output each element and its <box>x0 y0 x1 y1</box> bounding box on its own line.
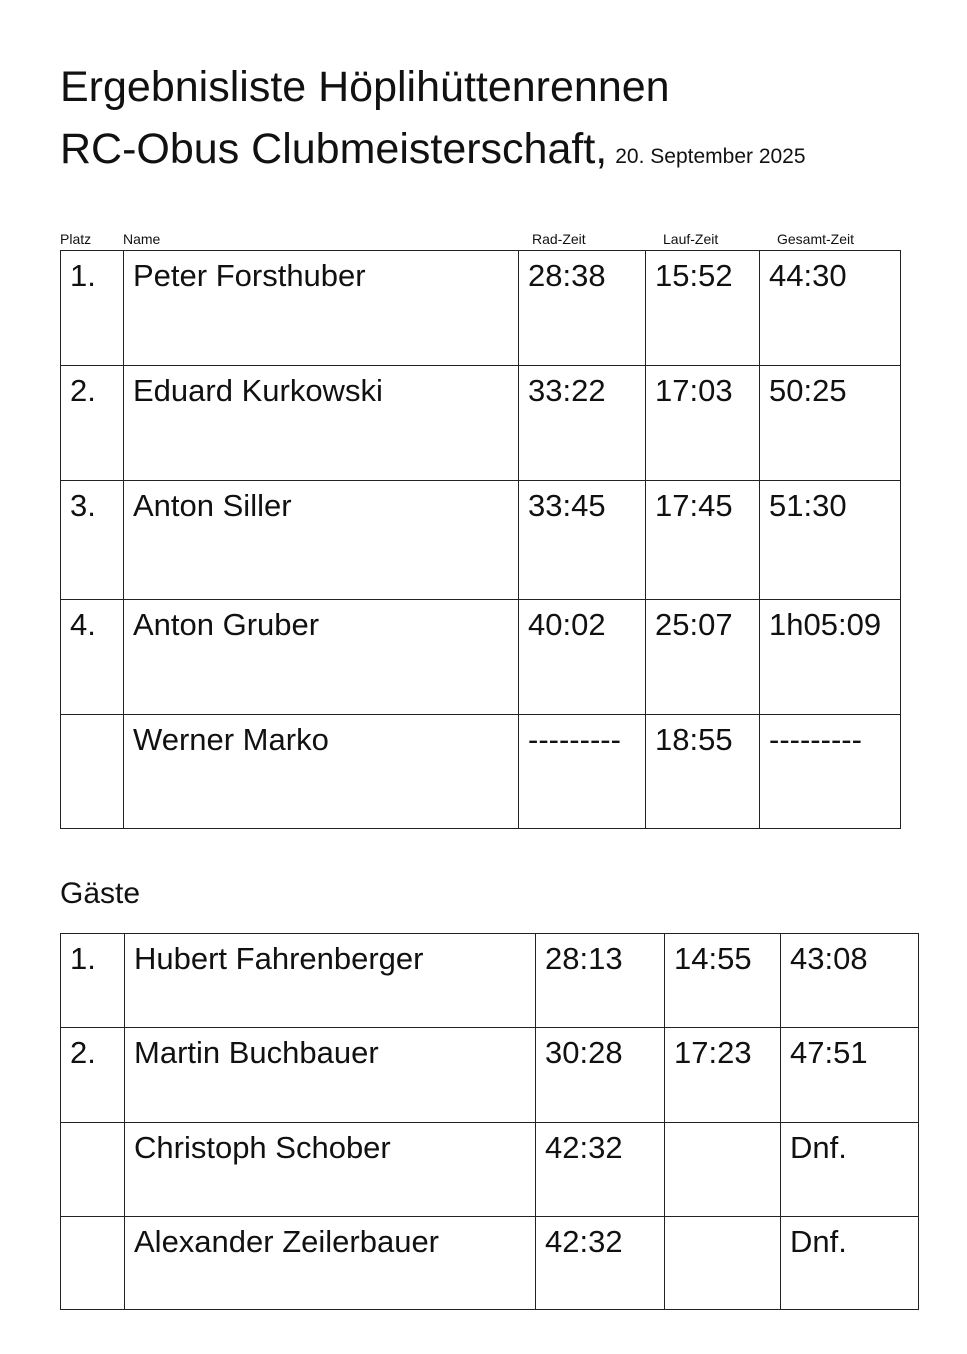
table-row <box>61 600 901 715</box>
gesamt-zeit-cell: --------- <box>760 715 901 829</box>
rad-zeit-cell: --------- <box>519 715 646 829</box>
name-cell: Anton Gruber <box>124 600 519 715</box>
gesamt-zeit-cell: 51:30 <box>760 481 901 600</box>
club-championship-title: RC-Obus Clubmeisterschaft, <box>60 125 608 173</box>
lauf-zeit-cell: 18:55 <box>646 715 760 829</box>
header-platz: Platz <box>60 231 92 247</box>
platz-cell <box>61 1123 125 1217</box>
results-table <box>60 250 901 829</box>
table-row <box>61 481 901 600</box>
gesamt-zeit-cell: 1h05:09 <box>760 600 901 715</box>
table-row <box>61 934 919 1028</box>
lauf-zeit-cell <box>665 1217 781 1310</box>
rad-zeit-cell: 42:32 <box>536 1123 665 1217</box>
name-cell: Eduard Kurkowski <box>124 366 519 481</box>
table-row <box>61 366 901 481</box>
gesamt-zeit-cell: Dnf. <box>781 1123 919 1217</box>
platz-cell <box>61 715 124 829</box>
table-row <box>61 1217 919 1310</box>
platz-cell: 3. <box>61 481 124 600</box>
header-name: Name <box>123 231 161 247</box>
gesamt-zeit-cell: Dnf. <box>781 1217 919 1310</box>
table-row <box>61 1123 919 1217</box>
platz-cell: 2. <box>61 366 124 481</box>
event-date: 20. September 2025 <box>615 145 806 168</box>
lauf-zeit-cell: 15:52 <box>646 251 760 366</box>
table-row <box>61 1028 919 1123</box>
platz-cell: 2. <box>61 1028 125 1123</box>
rad-zeit-cell: 28:38 <box>519 251 646 366</box>
name-cell: Martin Buchbauer <box>125 1028 536 1123</box>
name-cell: Anton Siller <box>124 481 519 600</box>
gesamt-zeit-cell: 47:51 <box>781 1028 919 1123</box>
rad-zeit-cell: 28:13 <box>536 934 665 1028</box>
name-cell: Peter Forsthuber <box>124 251 519 366</box>
lauf-zeit-cell: 25:07 <box>646 600 760 715</box>
gesamt-zeit-cell: 43:08 <box>781 934 919 1028</box>
document-title: Ergebnisliste Höplihüttenrennen <box>60 63 670 111</box>
lauf-zeit-cell: 14:55 <box>665 934 781 1028</box>
name-cell: Hubert Fahrenberger <box>125 934 536 1028</box>
rad-zeit-cell: 33:45 <box>519 481 646 600</box>
rad-zeit-cell: 42:32 <box>536 1217 665 1310</box>
table-row <box>61 715 901 829</box>
lauf-zeit-cell: 17:23 <box>665 1028 781 1123</box>
lauf-zeit-cell <box>665 1123 781 1217</box>
header-lauf-zeit: Lauf-Zeit <box>663 231 719 247</box>
name-cell: Werner Marko <box>124 715 519 829</box>
name-cell: Christoph Schober <box>125 1123 536 1217</box>
name-cell: Alexander Zeilerbauer <box>125 1217 536 1310</box>
lauf-zeit-cell: 17:45 <box>646 481 760 600</box>
guests-table <box>60 933 919 1310</box>
guests-heading: Gäste <box>60 877 141 910</box>
lauf-zeit-cell: 17:03 <box>646 366 760 481</box>
header-rad-zeit: Rad-Zeit <box>532 231 586 247</box>
document-subtitle <box>60 124 806 182</box>
rad-zeit-cell: 40:02 <box>519 600 646 715</box>
gesamt-zeit-cell: 50:25 <box>760 366 901 481</box>
platz-cell: 1. <box>61 934 125 1028</box>
rad-zeit-cell: 33:22 <box>519 366 646 481</box>
platz-cell: 1. <box>61 251 124 366</box>
platz-cell <box>61 1217 125 1310</box>
rad-zeit-cell: 30:28 <box>536 1028 665 1123</box>
header-gesamt-zeit: Gesamt-Zeit <box>777 231 855 247</box>
gesamt-zeit-cell: 44:30 <box>760 251 901 366</box>
table-row <box>61 251 901 366</box>
platz-cell: 4. <box>61 600 124 715</box>
